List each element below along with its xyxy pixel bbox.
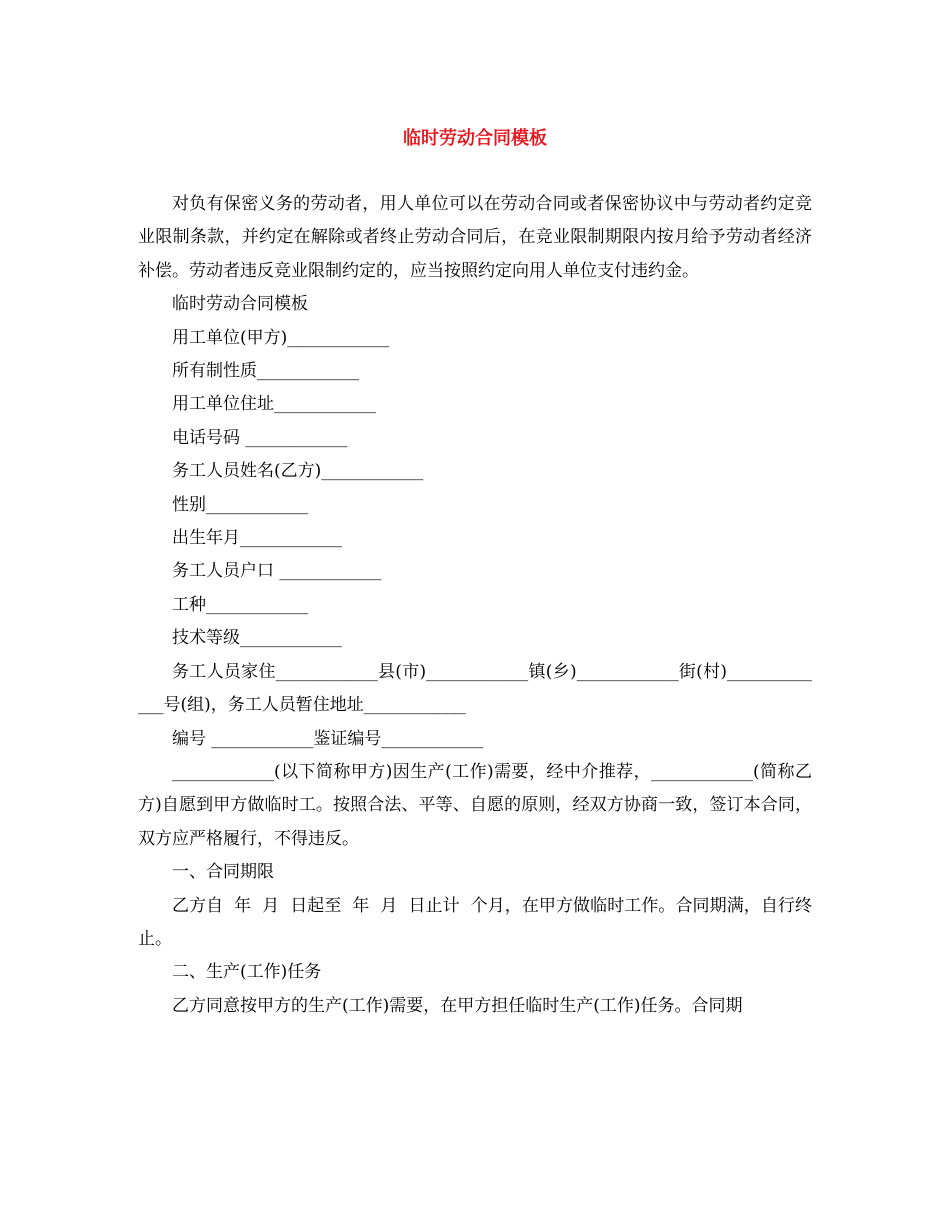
field-household: 务工人员户口 ____________	[172, 561, 382, 582]
field-ownership: 所有制性质____________	[172, 361, 359, 382]
field-employer-address: 用工单位住址____________	[172, 394, 376, 415]
field-phone: 电话号码 ____________	[172, 427, 348, 448]
section1-paragraph: 乙方自 年 月 日起至 年 月 日止计 个月，在甲方做临时工作。合同期满，自行终止。	[138, 895, 812, 949]
section2-paragraph: 乙方同意按甲方的生产(工作)需要，在甲方担任临时生产(工作)任务。合同期	[172, 995, 743, 1016]
address-paragraph: 务工人员家住____________县(市)____________镇(乡)____________街(村)_____________号(组)，务工人员暂住地址____________	[138, 661, 812, 716]
section1-heading: 一、合同期限	[172, 862, 274, 883]
document-title: 临时劳动合同模板	[403, 128, 547, 149]
field-job-type: 工种____________	[172, 594, 308, 615]
field-skill-level: 技术等级____________	[172, 628, 342, 649]
field-employer: 用工单位(甲方)____________	[172, 327, 390, 348]
field-gender: 性别____________	[172, 494, 308, 515]
preamble-paragraph: ____________(以下简称甲方)因生产(工作)需要，经中介推荐，____________(简称乙方)自愿到甲方做临时工。按照合法、平等、自愿的原则，经双方协商一致，签订本合同，双方应严格履行，不得违反。	[138, 761, 812, 849]
field-worker-name: 务工人员姓名(乙方)____________	[172, 461, 424, 482]
document-body	[138, 188, 812, 1023]
intro-paragraph: 对负有保密义务的劳动者，用人单位可以在劳动合同或者保密协议中与劳动者约定竞业限制条款，并约定在解除或者终止劳动合同后，在竞业限制期限内按月给予劳动者经济补偿。劳动者违反竞业限制约定的，应当按照约定向用人单位支付违约金。	[138, 194, 812, 281]
section2-heading: 二、生产(工作)任务	[172, 962, 322, 983]
field-birth-date: 出生年月____________	[172, 528, 342, 549]
number-line: 编号 ____________鉴证编号____________	[172, 728, 484, 749]
document-subtitle: 临时劳动合同模板	[172, 294, 308, 315]
